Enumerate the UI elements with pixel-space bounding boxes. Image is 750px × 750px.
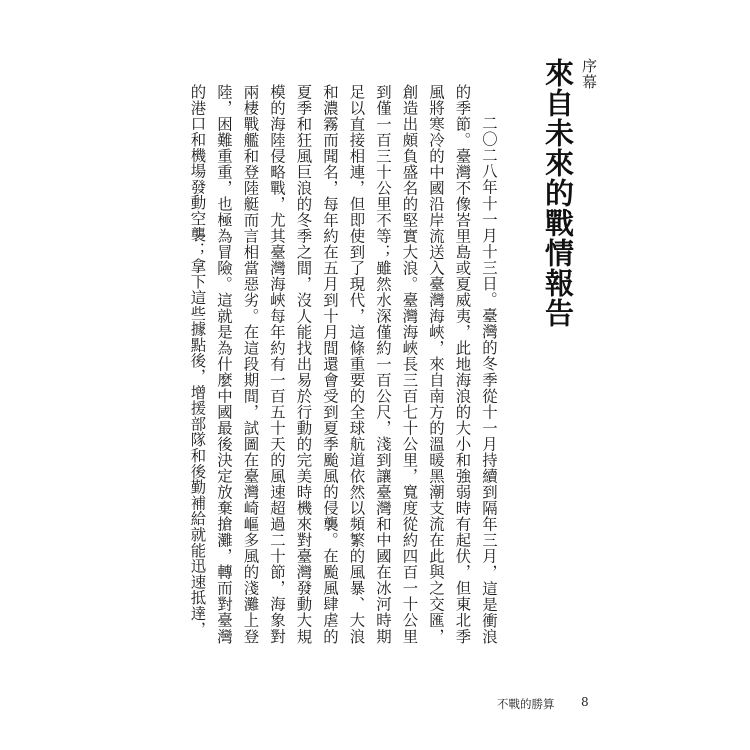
- chapter-label: 序幕: [580, 58, 598, 90]
- chapter-title: 來自未來的戰情報告: [541, 58, 575, 328]
- paragraph: 二〇二八年十一月十三日。臺灣的冬季從十一月持續到隔年三月，這是衝浪的季節。臺灣不像峇里島或夏威夷，此地海浪的大小和強弱時有起伏，但東北季風將寒冷的中國沿岸流送入臺灣海峽，來自南方的溫暖黑潮支流在此與之交匯，創造出頗負盛名的堅實大浪。臺灣海峽長三百七十公里，寬度從約四百一十公里到僅一百三十公里不等；雖然水深僅約一百公尺，淺到讓臺灣和中國在冰河時期足以直接相連，但即使到了現代，這條重要的全球航道依然以頻繁的風暴、大浪和濃霧而聞名，每年約在五月到十月間還會受到夏季颱風的侵襲。在颱風肆虐的夏季和狂風巨浪的冬季之間，沒人能找出易於行動的完美時機來對臺灣發動大規模的海陸侵略戰，尤其臺灣海峽每年約有一百五十天的風速超過二十節，海象對兩棲戰艦和登陸艇而言相當惡劣。在這段期間，試圖在臺灣崎嶇多風的淺灘上登陸，困難重重，也極為冒險。這就是為什麼中國最後決定放棄搶灘，轉而對臺灣的港口和機場發動空襲；拿下這些據點後，增援部隊和後勤補給就能迅速抵達，: [188, 84, 498, 644]
- body-text: [188, 84, 502, 644]
- running-footer-title: 不戰的勝算: [497, 697, 555, 711]
- page-number: 8: [581, 695, 589, 709]
